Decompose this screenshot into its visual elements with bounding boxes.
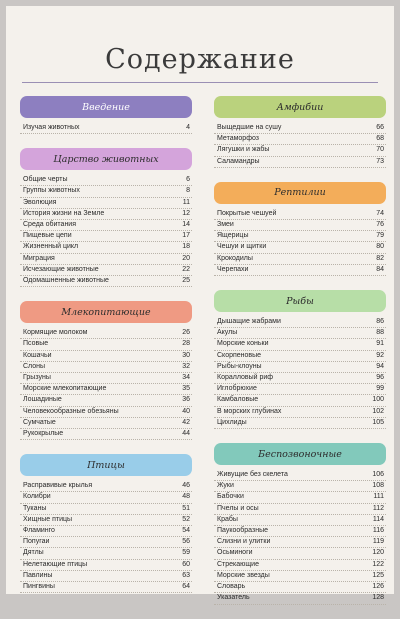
toc-entry[interactable] [20, 429, 192, 440]
toc-entry[interactable] [20, 537, 192, 548]
toc-entry[interactable] [20, 231, 192, 242]
entry-title: Акулы [217, 329, 238, 337]
entry-title: Кормящие молоком [23, 329, 88, 337]
entry-title: Саламандры [217, 157, 260, 165]
toc-entry[interactable] [214, 242, 386, 253]
entry-page-number: 34 [182, 374, 190, 382]
entry-title: Морские звезды [217, 571, 270, 579]
entry-page-number: 35 [182, 385, 190, 393]
entry-page-number: 56 [182, 538, 190, 546]
contents-section [20, 96, 192, 134]
toc-entry[interactable] [214, 593, 386, 604]
entry-page-number: 63 [182, 571, 190, 579]
entry-title: Жизненный цикл [23, 243, 79, 251]
toc-entry[interactable] [214, 134, 386, 145]
entry-page-number: 11 [182, 198, 190, 206]
entry-title: Дышащие жабрами [217, 318, 281, 326]
toc-entry[interactable] [214, 254, 386, 265]
entry-page-number: 46 [182, 482, 190, 490]
entry-page-number: 128 [372, 594, 384, 602]
entry-title: Словарь [217, 583, 246, 591]
book-page [6, 6, 394, 602]
toc-entry[interactable] [214, 504, 386, 515]
entry-title: Осьминоги [217, 549, 253, 557]
toc-entry[interactable] [214, 157, 386, 168]
contents-column-left [20, 96, 192, 607]
toc-entry[interactable] [214, 481, 386, 492]
toc-entry[interactable] [20, 242, 192, 253]
entry-title: Грызуны [23, 374, 51, 382]
entry-page-number: 99 [376, 385, 384, 393]
toc-entry[interactable] [20, 526, 192, 537]
entry-title: Кошачьи [23, 351, 52, 359]
entry-page-number: 26 [182, 329, 190, 337]
entry-page-number: 112 [372, 504, 384, 512]
entry-page-number: 8 [186, 187, 190, 195]
section-header: Рыбы [214, 290, 386, 312]
toc-entry[interactable] [214, 470, 386, 481]
contents-column-right [214, 96, 386, 619]
section-header: Введение [20, 96, 192, 118]
entry-title: Скорпеновые [217, 351, 262, 359]
toc-entry[interactable] [20, 198, 192, 209]
toc-entry[interactable] [20, 339, 192, 350]
toc-entry[interactable] [20, 548, 192, 559]
entry-title: Метаморфоз [217, 135, 259, 143]
entry-page-number: 86 [376, 318, 384, 326]
toc-entry[interactable] [20, 384, 192, 395]
toc-entry[interactable] [214, 265, 386, 276]
entry-page-number: 25 [182, 277, 190, 285]
entry-title: Пчелы и осы [217, 504, 259, 512]
page-title: Содержание [105, 44, 295, 75]
entry-title: Ящерицы [217, 232, 249, 240]
entry-title: Одомашненные животные [23, 277, 109, 285]
toc-entry[interactable] [214, 384, 386, 395]
toc-entry[interactable] [214, 515, 386, 526]
entry-title: Коралловый риф [217, 374, 274, 382]
entry-title: Живущие без скелета [217, 471, 288, 479]
toc-entry[interactable] [20, 504, 192, 515]
entry-page-number: 114 [372, 515, 384, 523]
entry-page-number: 91 [376, 340, 384, 348]
toc-entry[interactable] [214, 418, 386, 429]
entry-title: Павлины [23, 571, 53, 579]
contents-section [214, 182, 386, 276]
entry-title: Псовые [23, 340, 49, 348]
entry-title: Эволюция [23, 198, 57, 206]
entry-page-number: 14 [182, 221, 190, 229]
toc-entry[interactable] [20, 571, 192, 582]
entry-title: Рыбы-клоуны [217, 362, 262, 370]
entry-title: Змеи [217, 221, 234, 229]
entry-page-number: 76 [376, 221, 384, 229]
contents-section [20, 301, 192, 440]
toc-entry[interactable] [214, 123, 386, 134]
entry-page-number: 92 [376, 351, 384, 359]
section-header: Беспозвоночные [214, 443, 386, 465]
entry-title: Человекообразные обезьяны [23, 407, 119, 415]
entry-page-number: 111 [373, 493, 384, 501]
entry-page-number: 68 [376, 135, 384, 143]
entry-title: Указатель [217, 594, 250, 602]
toc-entry[interactable] [20, 560, 192, 571]
toc-entry[interactable] [214, 328, 386, 339]
entry-page-number: 82 [376, 254, 384, 262]
entry-page-number: 84 [376, 265, 384, 273]
toc-entry[interactable] [20, 186, 192, 197]
toc-entry[interactable] [20, 492, 192, 503]
entry-page-number: 36 [182, 396, 190, 404]
title-divider [22, 82, 378, 83]
toc-entry[interactable] [20, 209, 192, 220]
entry-title: Стрекающие [217, 560, 259, 568]
entry-title: Пищевые цепи [23, 232, 72, 240]
entry-page-number: 108 [372, 482, 384, 490]
entry-title: Паукообразные [217, 527, 268, 535]
section-header: Рептилии [214, 182, 386, 204]
entry-page-number: 70 [376, 146, 384, 154]
toc-entry[interactable] [214, 560, 386, 571]
entry-title: Попугаи [23, 538, 50, 546]
toc-entry[interactable] [20, 123, 192, 134]
toc-entry[interactable] [20, 220, 192, 231]
entry-page-number: 28 [182, 340, 190, 348]
entry-title: История жизни на Земле [23, 209, 105, 217]
entry-title: Слоны [23, 362, 46, 370]
entry-page-number: 119 [372, 538, 384, 546]
entry-page-number: 126 [372, 583, 384, 591]
toc-entry[interactable] [214, 492, 386, 503]
contents-section [214, 290, 386, 429]
entry-title: Покрытые чешуей [217, 209, 277, 217]
section-header: Млекопитающие [20, 301, 192, 323]
toc-entry[interactable] [214, 145, 386, 156]
entry-page-number: 17 [182, 232, 190, 240]
entry-page-number: 44 [182, 430, 190, 438]
entry-page-number: 64 [182, 583, 190, 591]
entry-title: Лошадиные [23, 396, 62, 404]
entry-page-number: 48 [182, 493, 190, 501]
toc-entry[interactable] [214, 582, 386, 593]
entry-title: Расправивые крылья [23, 482, 93, 490]
contents-section [20, 148, 192, 287]
toc-entry[interactable] [20, 328, 192, 339]
entry-title: Изучая животных [23, 124, 80, 131]
toc-entry[interactable] [20, 418, 192, 429]
entry-title: Морские млекопитающие [23, 385, 107, 393]
toc-entry[interactable] [20, 582, 192, 593]
toc-entry[interactable] [20, 395, 192, 406]
contents-section [214, 96, 386, 168]
toc-entry[interactable] [214, 395, 386, 406]
entry-page-number: 42 [182, 418, 190, 426]
toc-entry[interactable] [214, 571, 386, 582]
entry-page-number: 79 [376, 232, 384, 240]
entry-page-number: 122 [372, 560, 384, 568]
section-header: Птицы [20, 454, 192, 476]
entry-page-number: 20 [182, 254, 190, 262]
entry-title: Миграция [23, 254, 55, 262]
entry-title: Чешуи и щитки [217, 243, 267, 251]
entry-page-number: 59 [182, 549, 190, 557]
toc-entry[interactable] [214, 548, 386, 559]
entry-page-number: 18 [182, 243, 190, 251]
entry-title: Слизни и улитки [217, 538, 271, 546]
entry-page-number: 60 [182, 560, 190, 568]
entry-page-number: 4 [186, 124, 190, 131]
entry-title: Общие черты [23, 176, 68, 184]
entry-title: Дятлы [23, 549, 44, 557]
entry-page-number: 40 [182, 407, 190, 415]
entry-title: Туканы [23, 504, 47, 512]
toc-entry[interactable] [20, 407, 192, 418]
entry-page-number: 88 [376, 329, 384, 337]
entry-title: Среда обитания [23, 221, 77, 229]
contents-section [214, 443, 386, 604]
entry-title: Исчезающие животные [23, 265, 99, 273]
toc-entry[interactable] [214, 220, 386, 231]
entry-title: Нелетающие птицы [23, 560, 88, 568]
entry-page-number: 100 [372, 396, 384, 404]
toc-entry[interactable] [214, 317, 386, 328]
toc-entry[interactable] [20, 351, 192, 362]
entry-page-number: 125 [372, 571, 384, 579]
toc-entry[interactable] [214, 526, 386, 537]
entry-page-number: 106 [372, 471, 384, 479]
section-header: Амфибии [214, 96, 386, 118]
entry-page-number: 12 [182, 209, 190, 217]
entry-page-number: 52 [182, 515, 190, 523]
entry-page-number: 94 [376, 362, 384, 370]
toc-entry[interactable] [214, 231, 386, 242]
entry-title: Черепахи [217, 265, 249, 273]
entry-page-number: 32 [182, 362, 190, 370]
entry-title: Крокодилы [217, 254, 253, 262]
toc-entry[interactable] [20, 265, 192, 276]
toc-entry[interactable] [20, 175, 192, 186]
entry-page-number: 116 [372, 527, 384, 535]
entry-title: Морские коньки [217, 340, 269, 348]
entry-title: Группы животных [23, 187, 80, 195]
entry-page-number: 120 [372, 549, 384, 557]
toc-entry[interactable] [214, 339, 386, 350]
entry-title: Пингвины [23, 583, 55, 591]
entry-page-number: 96 [376, 374, 384, 382]
entry-page-number: 74 [376, 209, 384, 217]
entry-page-number: 80 [376, 243, 384, 251]
entry-title: Иглобрюхие [217, 385, 257, 393]
toc-entry[interactable] [214, 351, 386, 362]
toc-entry[interactable] [20, 276, 192, 287]
entry-title: Сумчатые [23, 418, 56, 426]
entry-title: Выщедшие на сушу [217, 124, 282, 131]
entry-page-number: 73 [376, 157, 384, 165]
entry-title: Камбаловые [217, 396, 259, 404]
entry-title: Рукокрылые [23, 430, 64, 438]
entry-title: Колибри [23, 493, 51, 501]
entry-title: Лягушки и жабы [217, 146, 270, 154]
entry-page-number: 54 [182, 527, 190, 535]
toc-entry[interactable] [214, 407, 386, 418]
contents-section [20, 454, 192, 593]
toc-entry[interactable] [214, 373, 386, 384]
toc-entry[interactable] [214, 209, 386, 220]
toc-entry[interactable] [214, 537, 386, 548]
entry-page-number: 66 [376, 124, 384, 131]
toc-entry[interactable] [20, 254, 192, 265]
entry-page-number: 51 [182, 504, 190, 512]
toc-entry[interactable] [20, 515, 192, 526]
toc-entry[interactable] [20, 373, 192, 384]
entry-title: В морских глубинах [217, 407, 282, 415]
entry-page-number: 30 [182, 351, 190, 359]
entry-page-number: 22 [182, 265, 190, 273]
entry-page-number: 105 [372, 418, 384, 426]
entry-title: Цихлиды [217, 418, 247, 426]
entry-title: Бабочки [217, 493, 244, 501]
entry-title: Фламинго [23, 527, 55, 535]
entry-page-number: 6 [186, 176, 190, 184]
toc-entry[interactable] [20, 481, 192, 492]
toc-entry[interactable] [20, 362, 192, 373]
entry-page-number: 102 [372, 407, 384, 415]
entry-title: Хищные птицы [23, 515, 73, 523]
entry-title: Жуки [217, 482, 234, 490]
toc-entry[interactable] [214, 362, 386, 373]
entry-title: Крабы [217, 515, 238, 523]
section-header: Царство животных [20, 148, 192, 170]
